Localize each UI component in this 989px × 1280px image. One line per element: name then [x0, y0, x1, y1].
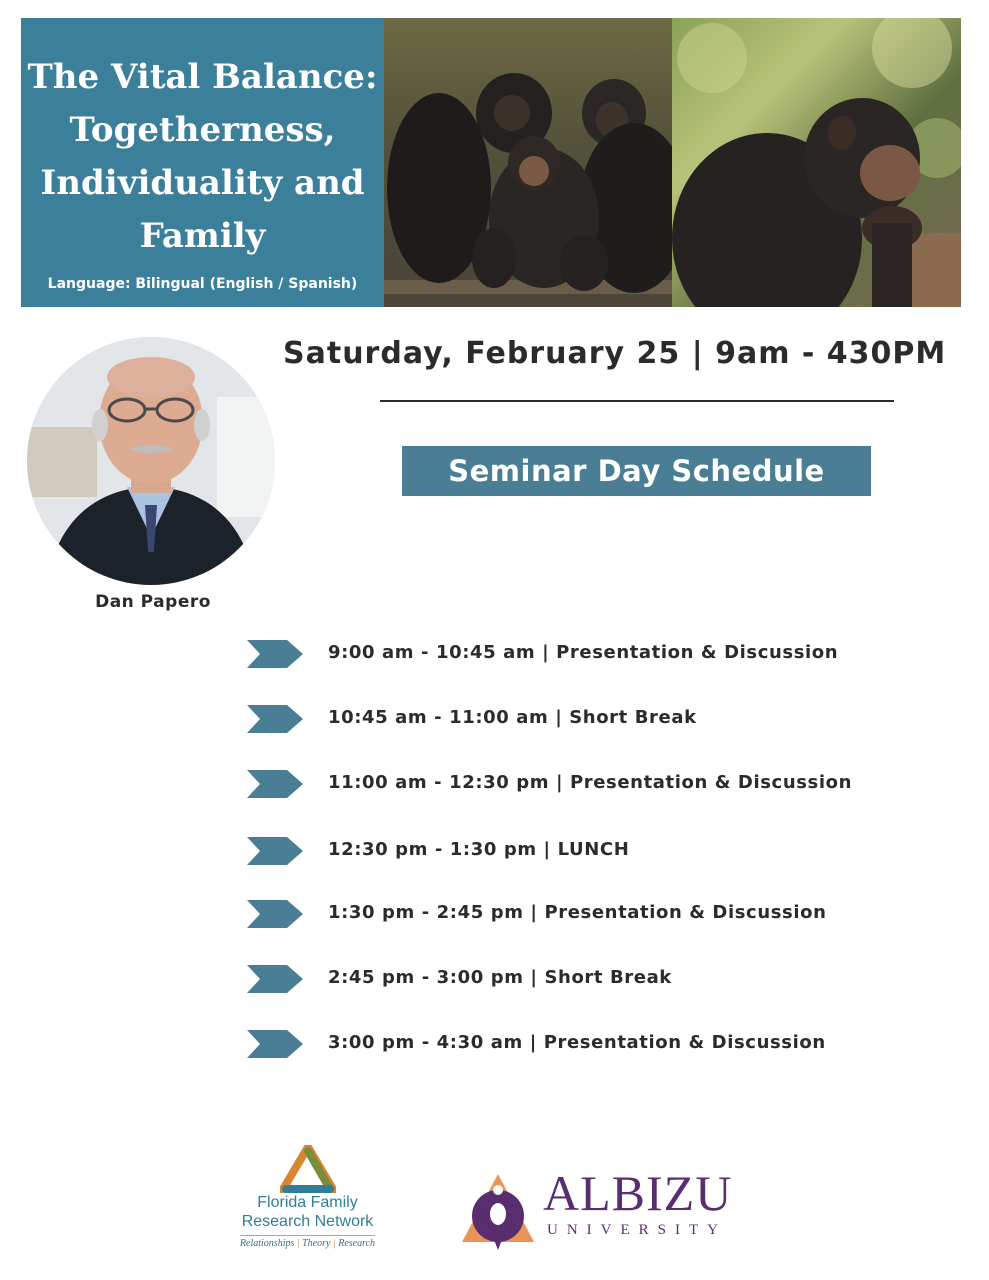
schedule-item	[247, 770, 947, 798]
ffrn-name-line2: Research Network	[241, 1213, 374, 1230]
schedule-item	[247, 640, 947, 668]
speaker-photo	[27, 337, 275, 585]
triangle-logo-icon	[280, 1145, 336, 1193]
ffrn-logo	[235, 1145, 380, 1260]
schedule-item-text: 11:00 am - 12:30 pm | Presentation & Discussion	[328, 772, 853, 793]
albizu-name: ALBIZU	[543, 1165, 733, 1221]
schedule-item	[247, 965, 947, 993]
divider	[380, 400, 894, 402]
schedule-item-text: 2:45 pm - 3:00 pm | Short Break	[328, 967, 672, 988]
title-line: Individuality and	[40, 163, 365, 203]
ffrn-tag: Relationships	[239, 1238, 295, 1249]
chimpanzee-thinking-photo	[672, 18, 961, 307]
title-line: Family	[139, 216, 266, 256]
schedule-heading: Seminar Day Schedule	[402, 446, 871, 496]
ffrn-tagline: Relationships | Theory | Research	[239, 1238, 376, 1249]
schedule-item-text: 1:30 pm - 2:45 pm | Presentation & Discussion	[328, 902, 827, 923]
ffrn-divider	[240, 1235, 375, 1236]
schedule-item-text: 12:30 pm - 1:30 pm | LUNCH	[328, 839, 630, 860]
schedule-item	[247, 837, 947, 865]
speaker-name: Dan Papero	[95, 592, 211, 612]
schedule-item-text: 3:00 pm - 4:30 am | Presentation & Discussion	[328, 1032, 826, 1053]
chevron-right-icon	[247, 900, 303, 928]
chevron-right-icon	[247, 705, 303, 733]
chevron-right-icon	[247, 770, 303, 798]
chevron-right-icon	[247, 837, 303, 865]
schedule-item-text: 10:45 am - 11:00 am | Short Break	[328, 707, 697, 728]
event-title	[21, 18, 384, 263]
title-panel	[21, 18, 384, 307]
albizu-logo	[455, 1160, 765, 1255]
schedule-item	[247, 900, 947, 928]
ffrn-tag: Theory	[302, 1238, 331, 1249]
chevron-right-icon	[247, 640, 303, 668]
title-line: The Vital Balance:	[27, 57, 378, 97]
chevron-right-icon	[247, 1030, 303, 1058]
ffrn-tag: Research	[338, 1238, 376, 1249]
albizu-subtitle: UNIVERSITY	[547, 1222, 727, 1238]
event-date-time: Saturday, February 25 | 9am - 430PM	[283, 336, 947, 371]
title-line: Togetherness,	[69, 110, 336, 150]
schedule-item	[247, 1030, 947, 1058]
schedule-item	[247, 705, 947, 733]
schedule-item-text: 9:00 am - 10:45 am | Presentation & Discussion	[328, 642, 839, 663]
chimpanzee-group-photo	[384, 18, 672, 307]
ffrn-name-line1: Florida Family	[257, 1194, 358, 1211]
albizu-emblem-icon	[460, 1172, 536, 1252]
language-note: Language: Bilingual (English / Spanish)	[47, 276, 358, 292]
chevron-right-icon	[247, 965, 303, 993]
